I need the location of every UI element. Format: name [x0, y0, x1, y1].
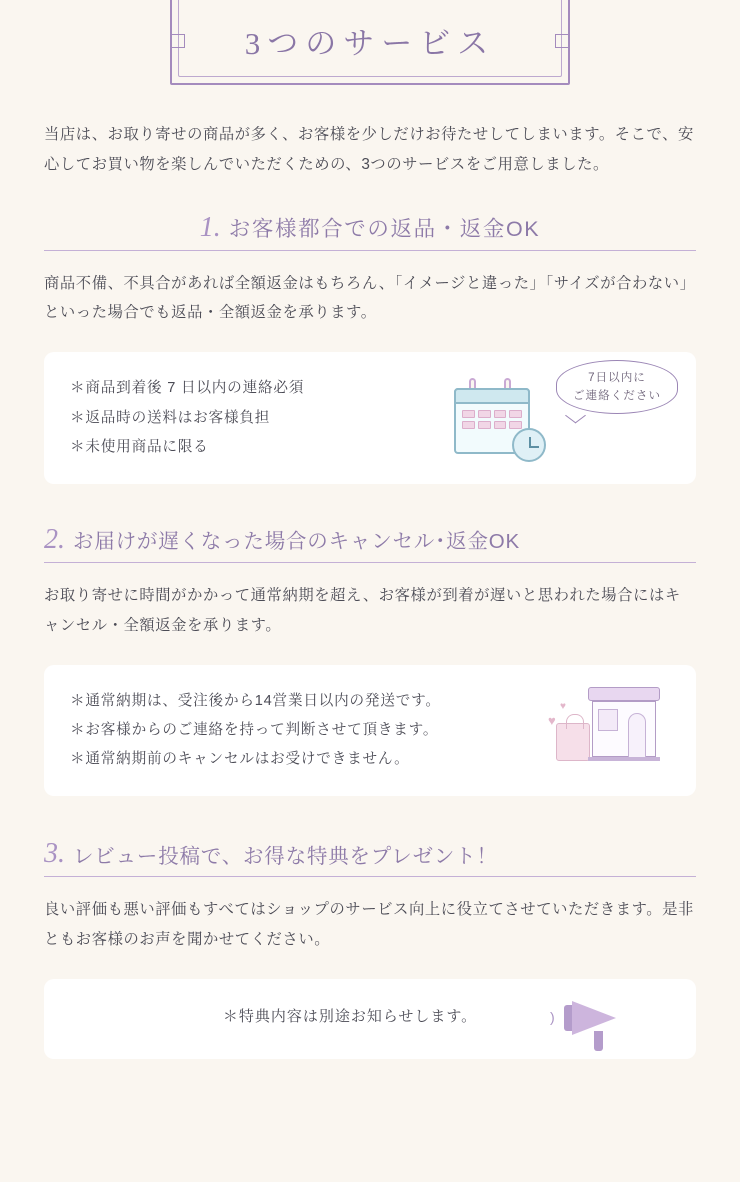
section-1-body: 商品不備、不具合があれば全額返金はもちろん、「イメージと違った」「サイズが合わない」といった場合でも返品・全額返金を承ります。: [44, 274, 696, 322]
calendar-clock-icon: [454, 378, 546, 462]
section-2-note-card: [44, 665, 696, 797]
section-3-heading: [44, 840, 696, 877]
section-3-note-card: [44, 979, 696, 1059]
calendar-grid: [462, 410, 522, 429]
section-2-body: お取り寄せに時間がかかって通常納期を超え、お客様が到着が遅いと思われた場合にはキャンセル・全額返金を承ります。: [44, 586, 681, 634]
calendar-header: [454, 388, 530, 404]
section-1-note-card: [44, 352, 696, 484]
list-item: ＊返品時の送料はお客様負担: [70, 409, 271, 426]
bubble-line-2: ご連絡ください: [572, 388, 662, 402]
shop-window: [598, 709, 618, 731]
bubble-line-1: 7日以内に: [588, 371, 646, 385]
sound-wave-icon: ): [550, 1008, 555, 1025]
megaphone-handle: [594, 1031, 603, 1051]
section-2-title: お届けが遅くなった場合のキャンセル･返金OK: [73, 530, 520, 554]
section-2-heading: [44, 523, 696, 563]
speech-bubble: [556, 360, 678, 414]
heart-icon: ♥: [560, 700, 566, 712]
section-1-number: 1.: [199, 211, 221, 243]
list-item: ＊未使用商品に限る: [70, 438, 209, 455]
section-1-heading: [44, 211, 696, 251]
list-item: ＊通常納期前のキャンセルはお受けできません。: [70, 750, 410, 767]
page-title: 3つのサービス: [244, 26, 496, 61]
shop-bag-icon: [548, 683, 668, 775]
title-banner: [0, 0, 740, 110]
section-3-title: レビュー投稿で、お得な特典をプレゼント！: [73, 844, 498, 868]
shop-door: [628, 713, 646, 757]
heart-icon: ♥: [548, 712, 556, 728]
shop-base: [588, 757, 660, 761]
megaphone-icon: [550, 995, 640, 1051]
section-3-number: 3.: [44, 838, 65, 870]
shopping-bag-icon: [556, 723, 590, 761]
list-item: ＊お客様からのご連絡を持って判断させて頂きます。: [70, 721, 439, 738]
list-item: ＊商品到着後 7 日以内の連絡必須: [70, 380, 305, 397]
shop-roof: [588, 687, 660, 701]
section-3-body: 良い評価も悪い評価もすべてはショップのサービス向上に役立てさせていただきます。是非ともお客様のお声を聞かせてください。: [44, 901, 694, 948]
section-3-center-note: ＊特典内容は別途お知らせします。: [222, 1007, 478, 1025]
section-1-title: お客様都合での返品・返金OK: [228, 216, 541, 241]
section-2-number: 2.: [44, 523, 65, 555]
clock-icon: [512, 428, 546, 462]
megaphone-cone: [572, 1001, 616, 1035]
bottom-spacer: [0, 1059, 740, 1099]
list-item: ＊通常納期は、受注後から14営業日以内の発送です。: [70, 692, 441, 709]
lead-paragraph: 当店は、お取り寄せの商品が多く、お客様を少しだけお待たせしてしまいます。そこで、安心してお買い物を楽しんでいただくための、3つのサービスをご用意しました。: [44, 126, 694, 173]
